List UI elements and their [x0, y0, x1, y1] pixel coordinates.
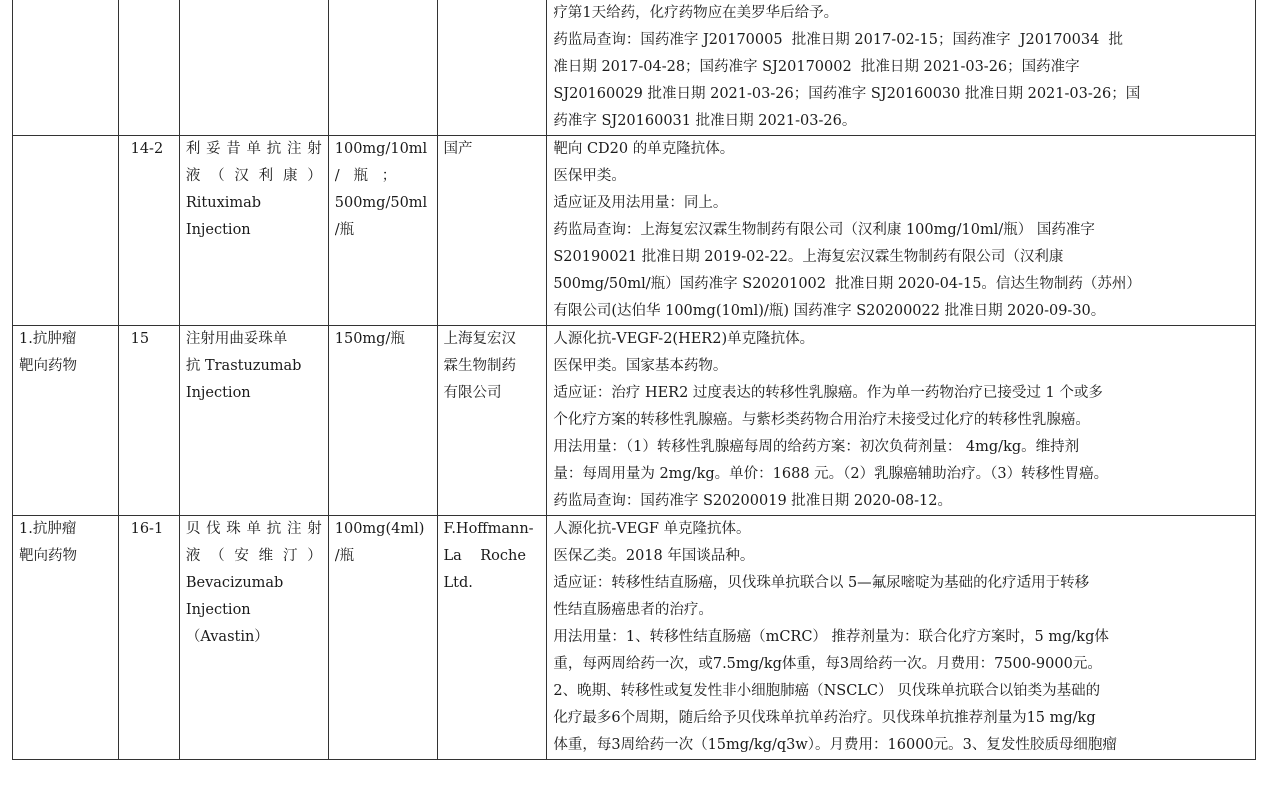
- description-line: 人源化抗-VEGF 单克隆抗体。: [553, 521, 751, 537]
- spec-cell: [328, 516, 437, 760]
- index-cell: [118, 516, 179, 760]
- manufacturer-line: 有限公司: [443, 385, 502, 401]
- drug-name-line: 液（汉利康）: [185, 168, 322, 184]
- index-cell: [118, 0, 179, 136]
- description-line: 医保甲类。: [553, 168, 626, 184]
- drug-name-line: Injection: [185, 222, 251, 238]
- index-cell: [118, 326, 179, 516]
- index-cell: [118, 136, 179, 326]
- description-line: 药监局查询：国药准字 S20200019 批准日期 2020-08-12。: [553, 493, 953, 509]
- row-index: 16-1: [130, 521, 164, 537]
- spec-cell: [328, 326, 437, 516]
- drug-name-cell: [179, 136, 328, 326]
- description-line: 量：每周用量为 2mg/kg。单价：1688 元。（2）乳腺癌辅助治疗。（3）转移性胃癌。: [553, 466, 1109, 482]
- category-cell: [13, 136, 119, 326]
- drug-name-line: 抗 Trastuzumab: [185, 358, 302, 374]
- description-line: 500mg/50ml/瓶）国药准字 S20201002 批准日期 2020-04-15。信达生物制药（苏州）: [553, 276, 1141, 292]
- description-cell: [547, 516, 1256, 760]
- description-line: 体重，每3周给药一次（15mg/kg/q3w）。月费用：16000元。3、复发性胶质母细胞瘤: [553, 737, 1117, 753]
- drug-name-line: Rituximab: [185, 195, 262, 211]
- description-line: 药准字 SJ20160031 批准日期 2021-03-26。: [553, 113, 857, 129]
- category-line: 靶向药物: [19, 548, 77, 564]
- description-line: 化疗最多6个周期，随后给予贝伐珠单抗单药治疗。贝伐珠单抗推荐剂量为15 mg/kg: [553, 710, 1096, 726]
- description-line: 性结直肠癌患者的治疗。: [553, 602, 713, 618]
- drug-name-line: Injection: [185, 602, 251, 618]
- description-line: 适应证：转移性结直肠癌，贝伐珠单抗联合以 5—氟尿嘧啶为基础的化疗适用于转移: [553, 575, 1090, 591]
- spec-line: 150mg/瓶: [334, 331, 405, 347]
- drug-table: [12, 0, 1256, 760]
- description-line: 靶向 CD20 的单克隆抗体。: [553, 141, 735, 157]
- description-line: 药监局查询：国药准字 J20170005 批准日期 2017-02-15；国药准字 J20170034 批: [553, 32, 1124, 48]
- spec-cell: [328, 136, 437, 326]
- manufacturer-line: 霖生物制药: [443, 358, 517, 374]
- drug-name-line: 液（安维汀）: [185, 548, 322, 564]
- spec-line: / 瓶 ；: [334, 168, 397, 184]
- description-cell: [547, 326, 1256, 516]
- description-line: 个化疗方案的转移性乳腺癌。与紫杉类药物合用治疗未接受过化疗的转移性乳腺癌。: [553, 412, 1090, 428]
- spec-line: /瓶: [334, 548, 355, 564]
- description-line: SJ20160029 批准日期 2021-03-26；国药准字 SJ20160030 批准日期 2021-03-26；国: [553, 86, 1141, 102]
- category-cell: [13, 0, 119, 136]
- manufacturer-line: 国产: [443, 141, 473, 157]
- drug-name-cell: [179, 0, 328, 136]
- drug-name-line: 利妥昔单抗注射: [185, 141, 322, 157]
- category-line: 靶向药物: [19, 358, 77, 374]
- description-line: 重，每两周给药一次，或7.5mg/kg体重，每3周给药一次。月费用：7500-9000元。: [553, 656, 1102, 672]
- row-index: 14-2: [130, 141, 164, 157]
- spec-cell: [328, 0, 437, 136]
- description-cell: [547, 136, 1256, 326]
- description-line: 适应证及用法用量：同上。: [553, 195, 728, 211]
- description-line: 医保乙类。2018 年国谈品种。: [553, 548, 755, 564]
- description-line: 有限公司(达伯华 100mg(10ml)/瓶) 国药准字 S20200022 批准日期 2020-09-30。: [553, 303, 1106, 319]
- manufacturer-line: F.Hoffmann-: [443, 521, 534, 537]
- drug-name-cell: [179, 516, 328, 760]
- drug-name-line: 注射用曲妥珠单: [185, 331, 288, 347]
- drug-name-cell: [179, 326, 328, 516]
- description-line: S20190021 批准日期 2019-02-22。上海复宏汉霖生物制药有限公司（汉利康: [553, 249, 1064, 265]
- description-line: 准日期 2017-04-28；国药准字 SJ20170002 批准日期 2021-03-26；国药准字: [553, 59, 1080, 75]
- category-cell: [13, 516, 119, 760]
- description-cell: [547, 0, 1256, 136]
- table-row: [13, 0, 1256, 136]
- description-line: 适应证：治疗 HER2 过度表达的转移性乳腺癌。作为单一药物治疗已接受过 1 个或多: [553, 385, 1103, 401]
- table-row: [13, 136, 1256, 326]
- manufacturer-line: La Roche: [443, 548, 526, 564]
- manufacturer-line: 上海复宏汉: [443, 331, 517, 347]
- spec-line: 100mg(4ml): [334, 521, 425, 537]
- drug-name-line: 贝伐珠单抗注射: [185, 521, 322, 537]
- description-line: 用法用量：（1）转移性乳腺癌每周的给药方案：初次负荷剂量： 4mg/kg。维持剂: [553, 439, 1080, 455]
- manufacturer-cell: [437, 0, 547, 136]
- table-row: [13, 326, 1256, 516]
- description-line: 用法用量：1、转移性结直肠癌（mCRC） 推荐剂量为：联合化疗方案时，5 mg/kg体: [553, 629, 1109, 645]
- description-line: 人源化抗-VEGF-2(HER2)单克隆抗体。: [553, 331, 815, 347]
- manufacturer-cell: [437, 326, 547, 516]
- manufacturer-line: Ltd.: [443, 575, 473, 591]
- manufacturer-cell: [437, 516, 547, 760]
- drug-name-line: Injection: [185, 385, 251, 401]
- category-line: 1.抗肿瘤: [19, 521, 77, 537]
- description-line: 疗第1天给药，化疗药物应在美罗华后给予。: [553, 5, 839, 21]
- spec-line: 100mg/10ml: [334, 141, 428, 157]
- spec-line: 500mg/50ml: [334, 195, 428, 211]
- table-row: [13, 516, 1256, 760]
- description-line: 2、晚期、转移性或复发性非小细胞肺癌（NSCLC） 贝伐珠单抗联合以铂类为基础的: [553, 683, 1101, 699]
- category-line: 1.抗肿瘤: [19, 331, 77, 347]
- spec-line: /瓶: [334, 222, 355, 238]
- manufacturer-cell: [437, 136, 547, 326]
- description-line: 医保甲类。国家基本药物。: [553, 358, 728, 374]
- category-cell: [13, 326, 119, 516]
- description-line: 药监局查询：上海复宏汉霖生物制药有限公司（汉利康 100mg/10ml/瓶） 国药准字: [553, 222, 1095, 238]
- row-index: 15: [130, 331, 150, 347]
- drug-name-line: Bevacizumab: [185, 575, 284, 591]
- drug-name-line: （Avastin）: [185, 629, 269, 645]
